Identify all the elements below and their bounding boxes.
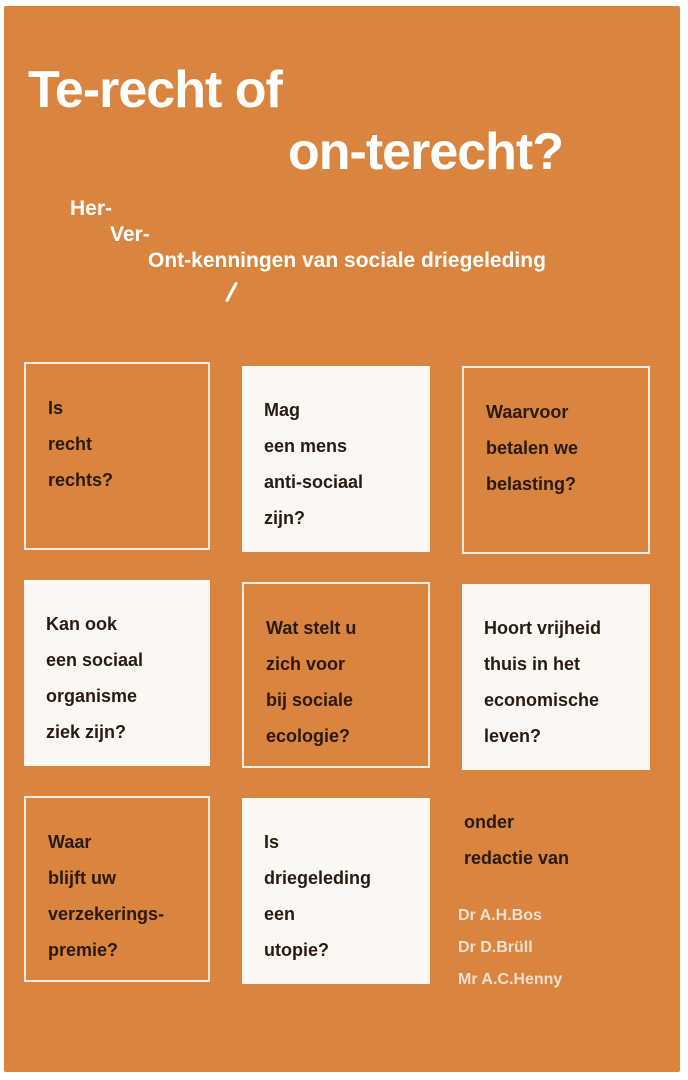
title-line-2: on-terecht? (288, 123, 563, 181)
editor-name: Mr A.C.Henny (458, 971, 563, 988)
subtitle-her: Her- (70, 197, 113, 220)
question-text-6: Hoort vrijheid thuis in het economische leven? (484, 618, 602, 746)
question-box-1 (24, 362, 210, 550)
question-box-8 (242, 798, 430, 984)
book-cover (4, 6, 680, 1072)
subtitle-ver: Ver- (110, 223, 150, 246)
question-text-2: Mag een mens anti-sociaal zijn? (264, 400, 364, 528)
question-text-1: Is recht rechts? (48, 398, 114, 490)
question-text-3: Waarvoor betalen we belasting? (486, 402, 579, 494)
question-text-8: Is driegeleding een utopie? (264, 832, 372, 960)
question-box-5 (242, 582, 430, 768)
question-text-4: Kan ook een sociaal organisme ziek zijn? (46, 614, 144, 742)
question-text-7: Waar blijft uw verzekerings- premie? (48, 832, 165, 960)
question-text-5: Wat stelt u zich voor bij sociale ecologie? (266, 618, 357, 746)
editor-list (458, 900, 562, 996)
editorial-credit (464, 804, 569, 876)
editor-name: Dr A.H.Bos (458, 907, 542, 924)
editor-name: Dr D.Brüll (458, 939, 533, 956)
credit-intro: onder redactie van (464, 812, 570, 868)
subtitle-ont: Ont-kenningen van sociale driegeleding (148, 249, 546, 272)
question-box-2 (242, 366, 430, 552)
question-box-3 (462, 366, 650, 554)
question-box-6 (462, 584, 650, 770)
slash-mark (225, 282, 238, 303)
question-box-4 (24, 580, 210, 766)
title-line-1: Te-recht of (28, 61, 282, 119)
question-box-7 (24, 796, 210, 982)
